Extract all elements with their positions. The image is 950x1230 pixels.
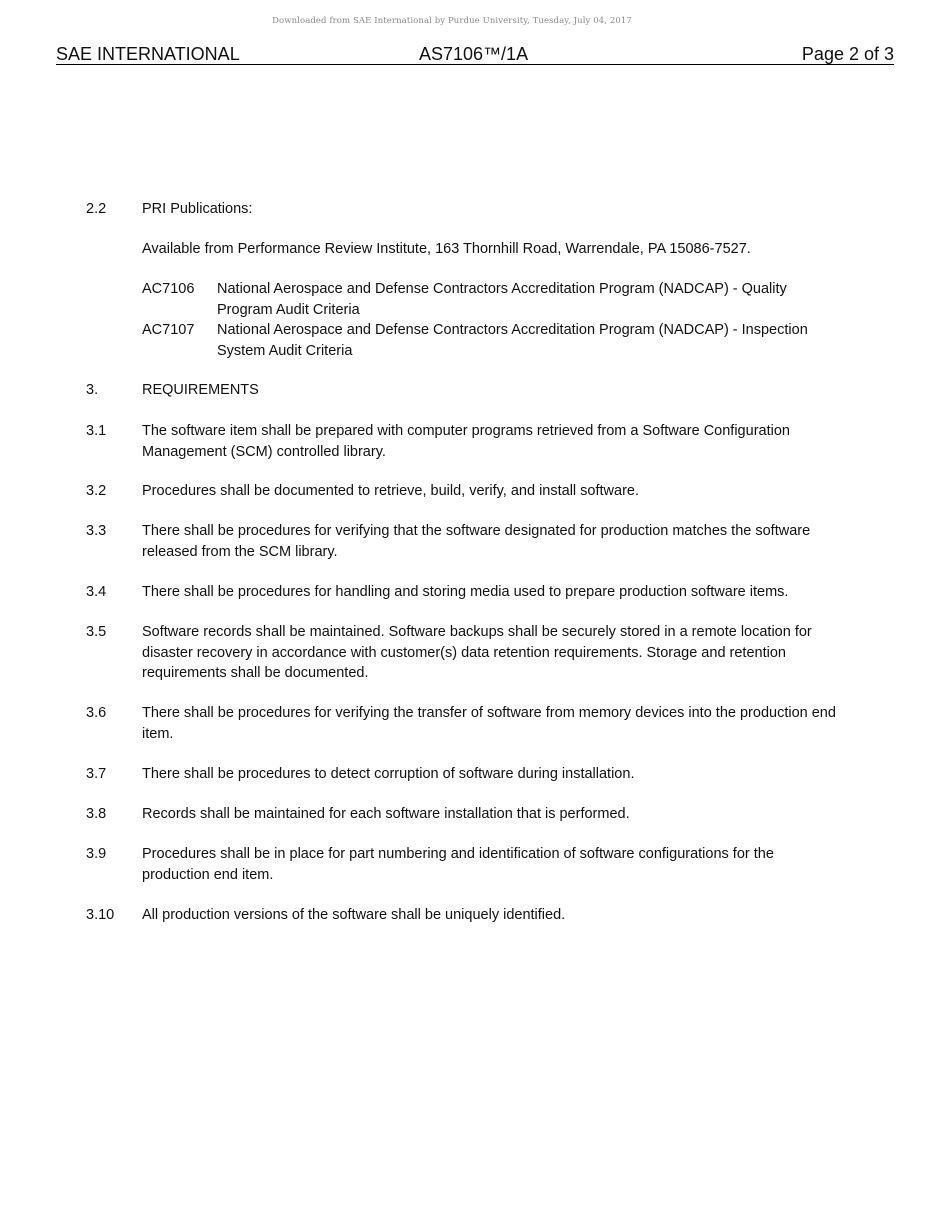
reference-title: National Aerospace and Defense Contractors Accreditation Program (NADCAP) - Quality Program Audit Criteria: [217, 281, 787, 318]
requirement-number: 3.4: [86, 584, 107, 600]
requirement-number: 3.5: [86, 624, 107, 640]
requirement-number: 3.10: [86, 907, 115, 923]
requirement-text: Procedures shall be documented to retrieve, build, verify, and install software.: [142, 483, 640, 499]
requirement-number: 3.7: [86, 766, 107, 782]
requirement-text: All production versions of the software shall be uniquely identified.: [142, 907, 566, 923]
requirement-text: There shall be procedures for handling and storing media used to prepare production software items.: [142, 584, 789, 600]
requirement-text: There shall be procedures for verifying that the software designated for production matches the software released from the SCM library.: [142, 523, 811, 560]
section-title: PRI Publications:: [142, 201, 253, 217]
requirement-text: Procedures shall be in place for part numbering and identification of software configurations for the production end item.: [142, 846, 774, 883]
header-document-id: AS7106™/1A: [419, 44, 529, 64]
requirement-text: Software records shall be maintained. Software backups shall be securely stored in a remote location for disaster recovery in accordance with customer(s) data retention requirements. Storage and retention requirements shall be documented.: [142, 624, 812, 681]
requirement-text: Records shall be maintained for each software installation that is performed.: [142, 806, 630, 822]
requirement-text: The software item shall be prepared with computer programs retrieved from a Software Configuration Management (SCM) controlled library.: [142, 423, 790, 460]
reference-code: AC7106: [142, 281, 195, 297]
availability-text: Available from Performance Review Institute, 163 Thornhill Road, Warrendale, PA 15086-7527.: [142, 241, 751, 257]
requirement-number: 3.2: [86, 483, 107, 499]
section-title: REQUIREMENTS: [142, 382, 259, 398]
section-number: 2.2: [86, 201, 107, 217]
section-number: 3.: [86, 382, 99, 398]
requirement-number: 3.1: [86, 423, 107, 439]
reference-title: National Aerospace and Defense Contractors Accreditation Program (NADCAP) - Inspection System Audit Criteria: [217, 322, 808, 359]
header-page-number: Page 2 of 3: [801, 44, 894, 64]
page-header: [56, 44, 894, 65]
download-watermark: Downloaded from SAE International by Purdue University, Tuesday, July 04, 2017: [272, 16, 632, 26]
requirement-text: There shall be procedures to detect corruption of software during installation.: [142, 766, 635, 782]
requirement-number: 3.8: [86, 806, 107, 822]
requirement-number: 3.9: [86, 846, 107, 862]
requirement-number: 3.3: [86, 523, 107, 539]
header-organization: SAE INTERNATIONAL: [56, 44, 240, 64]
requirement-number: 3.6: [86, 705, 107, 721]
reference-code: AC7107: [142, 322, 195, 338]
requirement-text: There shall be procedures for verifying the transfer of software from memory devices into the production end item.: [142, 705, 836, 742]
